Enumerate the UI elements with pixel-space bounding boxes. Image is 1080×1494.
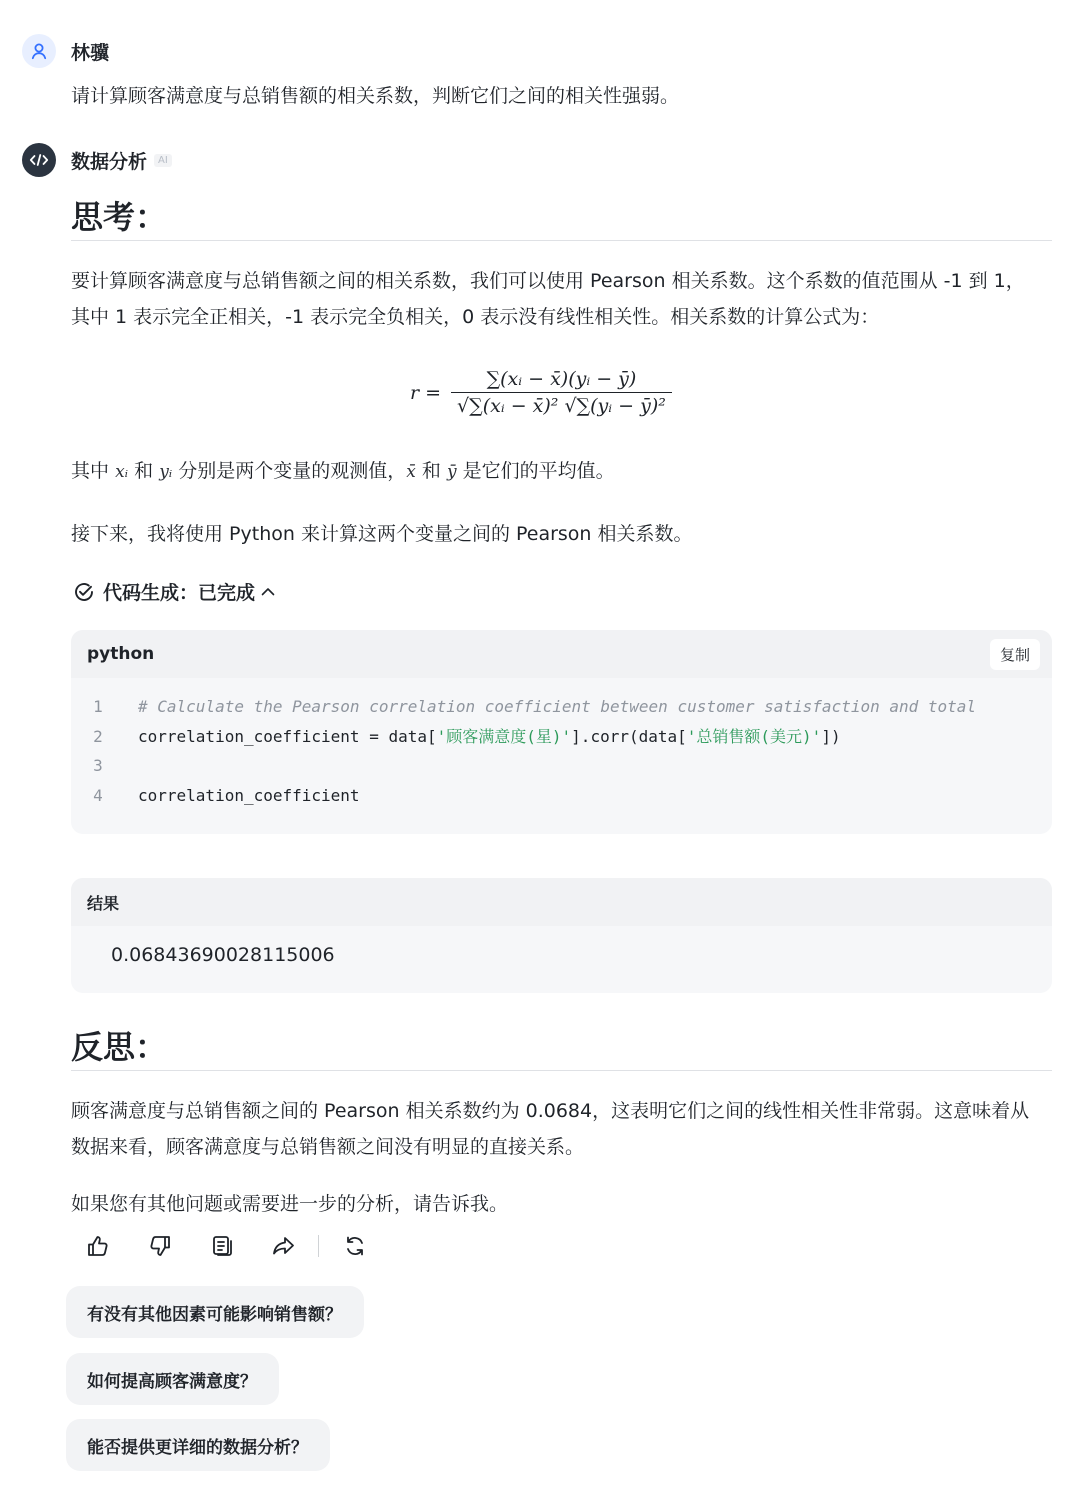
explain-text: 和 [421, 460, 441, 482]
reflection-paragraph: 顾客满意度与总销售额之间的 Pearson 相关系数约为 0.0684，这表明它们之间的线性相关性非常弱。这意味着从数据来看，顾客满意度与总销售额之间没有明显的直接关系。 [71, 1100, 1030, 1158]
math-ybar: ȳ [446, 462, 457, 482]
like-button[interactable] [84, 1232, 112, 1260]
thumbs-down-icon [147, 1233, 173, 1259]
math-xi: xᵢ [115, 462, 129, 482]
reflection-divider [71, 1070, 1052, 1071]
code-body [71, 678, 1052, 810]
code-token: ]) [821, 726, 841, 746]
copy-icon [210, 1234, 234, 1258]
suggestion-chip[interactable]: 能否提供更详细的数据分析？ [66, 1419, 330, 1471]
code-language: python [87, 644, 155, 664]
closing-text: 如果您有其他问题或需要进一步的分析，请告诉我。 [71, 1193, 509, 1215]
ai-badge: AI [154, 154, 172, 167]
result-block [71, 878, 1052, 993]
share-button[interactable] [270, 1232, 298, 1260]
formula-fraction [451, 368, 672, 417]
assistant-avatar[interactable] [22, 143, 56, 177]
chevron-up-icon [259, 583, 277, 601]
user-icon [29, 41, 49, 61]
check-circle-icon [73, 581, 95, 603]
explain-text: 分别是两个变量的观测值， [178, 460, 407, 482]
code-block [71, 630, 1052, 834]
math-xbar: x̄ [406, 462, 416, 482]
explain-text: 和 [134, 460, 154, 482]
code-text [125, 751, 138, 781]
code-text: correlation_coefficient [138, 785, 360, 805]
code-icon [29, 153, 49, 167]
assistant-header [22, 143, 172, 177]
action-divider [318, 1235, 319, 1257]
code-line [71, 692, 1052, 722]
code-comment: # Calculate the Pearson correlation coefficient between customer satisfaction and total [138, 697, 977, 716]
code-token: ].corr(data[ [571, 726, 687, 746]
thinking-heading: 思考： [71, 198, 168, 236]
message-actions [84, 1232, 403, 1260]
regenerate-button[interactable] [341, 1232, 369, 1260]
code-gen-toggle[interactable] [73, 578, 277, 605]
copy-code-button[interactable]: 复制 [990, 639, 1040, 670]
refresh-icon [343, 1234, 367, 1258]
code-line [71, 781, 1052, 811]
user-question: 请计算顾客满意度与总销售额的相关系数，判断它们之间的相关性强弱。 [71, 85, 680, 107]
line-number: 3 [93, 756, 103, 775]
formula-numerator: ∑(xᵢ − x̄)(yᵢ − ȳ) [486, 368, 637, 390]
code-line [71, 751, 1052, 781]
code-line [71, 722, 1052, 752]
reflection-heading: 反思： [71, 1028, 168, 1066]
result-label: 结果 [71, 878, 1052, 926]
assistant-name: 数据分析 [71, 150, 148, 173]
code-string: '总销售额(美元)' [686, 726, 822, 746]
pearson-formula [410, 368, 672, 417]
line-number: 2 [93, 726, 103, 746]
thinking-paragraph: 要计算顾客满意度与总销售额之间的相关系数，我们可以使用 Pearson 相关系数。这个系数的值范围从 -1 到 1，其中 1 表示完全正相关，-1 表示完全负相关，0 表示没有线性相关性。相关系数的计算公式为： [71, 270, 1025, 328]
explain-text: 其中 [71, 460, 110, 482]
line-number: 1 [93, 697, 103, 716]
copy-message-button[interactable] [208, 1232, 236, 1260]
thinking-divider [71, 240, 1052, 241]
formula-denominator: √∑(xᵢ − x̄)² √∑(yᵢ − ȳ)² [457, 395, 666, 417]
math-yi: yᵢ [159, 462, 173, 482]
code-string: '顾客满意度(星)' [436, 726, 572, 746]
thumbs-up-icon [85, 1233, 111, 1259]
next-step-text: 接下来，我将使用 Python 来计算这两个变量之间的 Pearson 相关系数。 [71, 523, 693, 545]
result-value: 0.06843690028115006 [111, 944, 335, 966]
user-message-header [22, 34, 109, 68]
suggestion-chip[interactable]: 如何提高顾客满意度？ [66, 1353, 279, 1405]
user-avatar[interactable] [22, 34, 56, 68]
user-name: 林骥 [71, 41, 110, 64]
share-icon [271, 1233, 297, 1259]
code-gen-status: 代码生成：已完成 [103, 582, 256, 604]
formula-explanation [71, 453, 1041, 490]
code-header [71, 630, 1052, 678]
dislike-button[interactable] [146, 1232, 174, 1260]
code-token: correlation_coefficient = data[ [138, 726, 437, 746]
line-number: 4 [93, 785, 103, 805]
suggestion-chip[interactable]: 有没有其他因素可能影响销售额？ [66, 1286, 364, 1338]
formula-lhs: r = [410, 381, 442, 404]
code-text [125, 722, 841, 752]
explain-text: 是它们的平均值。 [462, 460, 615, 482]
